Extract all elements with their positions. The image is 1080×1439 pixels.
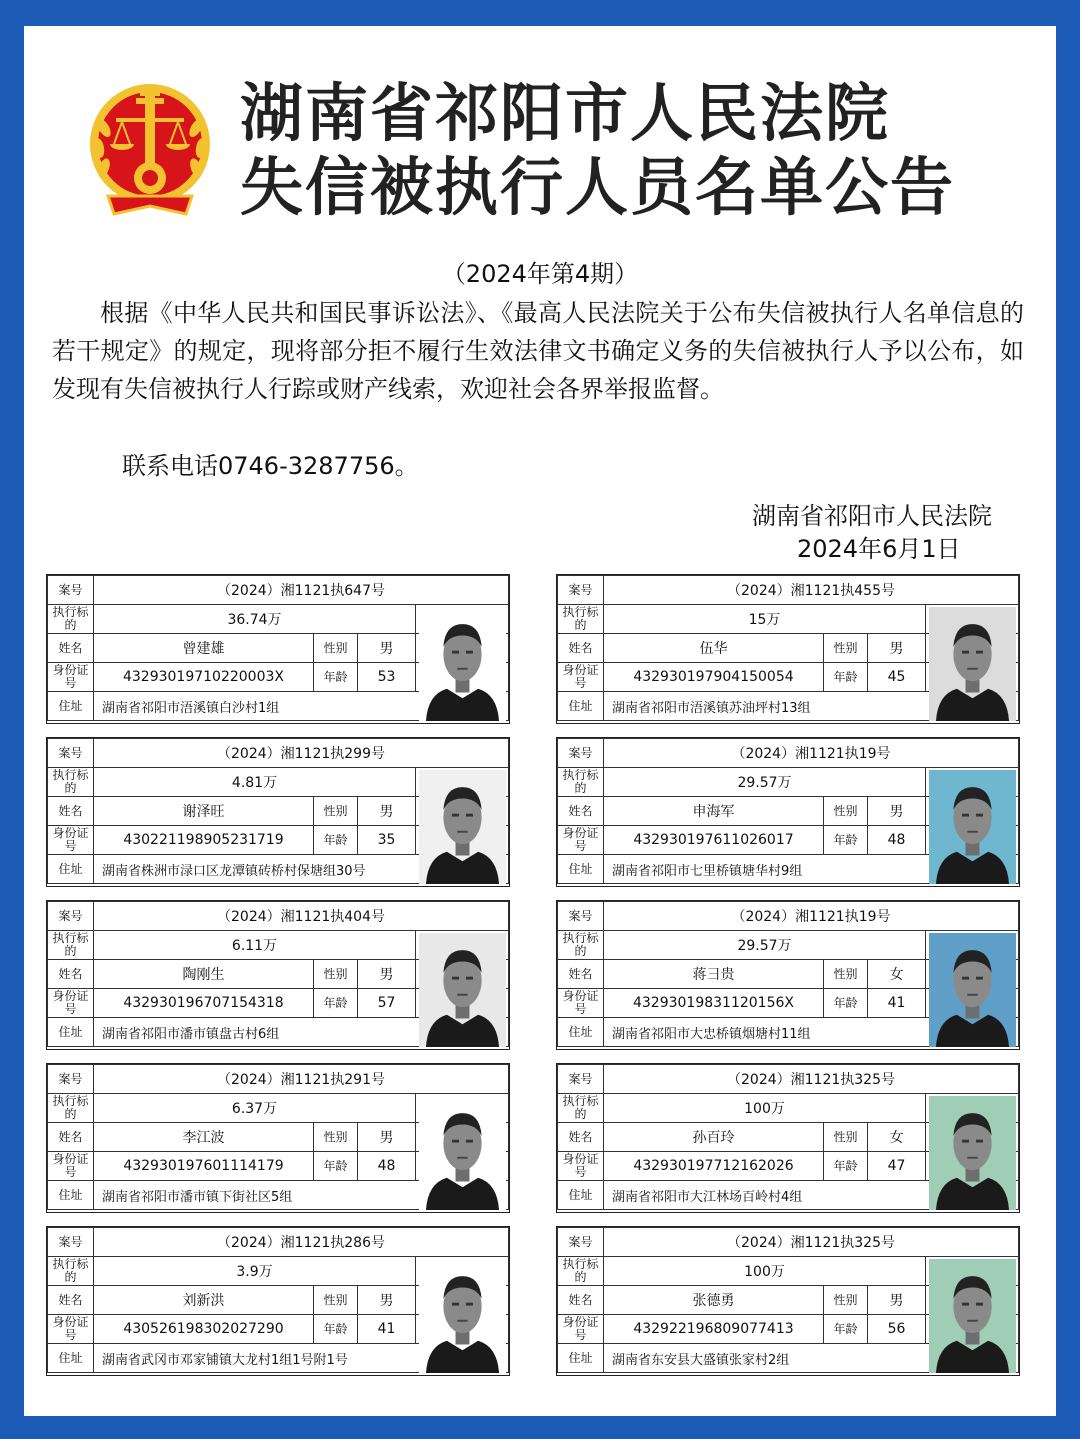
debtor-photo	[419, 770, 506, 884]
debtor-photo	[929, 933, 1016, 1047]
target-label: 执行标的	[48, 931, 94, 960]
target-label: 执行标的	[558, 768, 604, 797]
debtor-age: 56	[868, 1315, 926, 1344]
address-label: 住址	[48, 692, 94, 721]
debtor-name: 谢泽旺	[94, 797, 314, 826]
debtor-age: 57	[358, 989, 416, 1018]
address-label: 住址	[558, 1018, 604, 1047]
debtor-gender: 男	[868, 797, 926, 826]
id-label: 身份证号	[48, 1152, 94, 1181]
debtor-card	[556, 1226, 1020, 1376]
debtor-gender: 男	[358, 634, 416, 663]
debtor-gender: 男	[358, 1286, 416, 1315]
name-label: 姓名	[48, 1123, 94, 1152]
debtor-age: 35	[358, 826, 416, 855]
case-number: （2024）湘1121执455号	[604, 576, 1019, 605]
debtor-age: 48	[358, 1152, 416, 1181]
debtor-age: 53	[358, 663, 416, 692]
address-label: 住址	[558, 855, 604, 884]
address-label: 住址	[558, 692, 604, 721]
gender-label: 性别	[824, 797, 868, 826]
id-label: 身份证号	[48, 1315, 94, 1344]
debtor-id-number: 43293019710220003X	[94, 663, 314, 692]
case-label: 案号	[558, 1065, 604, 1094]
debtor-card	[556, 574, 1020, 724]
target-label: 执行标的	[558, 931, 604, 960]
debtor-address: 湖南省祁阳市七里桥镇塘华村9组	[604, 855, 1019, 884]
debtor-photo	[929, 770, 1016, 884]
age-label: 年龄	[824, 989, 868, 1018]
name-label: 姓名	[558, 1286, 604, 1315]
id-label: 身份证号	[48, 663, 94, 692]
notice-body	[52, 294, 1024, 408]
debtor-address: 湖南省株洲市渌口区龙潭镇砖桥村保塘组30号	[94, 855, 509, 884]
debtor-name: 李江波	[94, 1123, 314, 1152]
debtor-name: 伍华	[604, 634, 824, 663]
target-amount: 6.11万	[94, 931, 416, 960]
id-label: 身份证号	[48, 826, 94, 855]
debtor-card	[556, 900, 1020, 1050]
person-silhouette-icon	[929, 1259, 1016, 1373]
address-label: 住址	[48, 855, 94, 884]
person-silhouette-icon	[419, 607, 506, 721]
target-amount: 3.9万	[94, 1257, 416, 1286]
id-label: 身份证号	[48, 989, 94, 1018]
case-label: 案号	[48, 1065, 94, 1094]
debtor-name: 陶刚生	[94, 960, 314, 989]
case-number: （2024）湘1121执325号	[604, 1228, 1019, 1257]
target-label: 执行标的	[48, 768, 94, 797]
address-label: 住址	[558, 1344, 604, 1373]
id-label: 身份证号	[558, 1152, 604, 1181]
target-amount: 15万	[604, 605, 926, 634]
gender-label: 性别	[314, 960, 358, 989]
debtor-name: 蒋彐贵	[604, 960, 824, 989]
target-amount: 36.74万	[94, 605, 416, 634]
target-label: 执行标的	[48, 605, 94, 634]
debtor-name: 曾建雄	[94, 634, 314, 663]
age-label: 年龄	[824, 1315, 868, 1344]
debtor-photo	[419, 933, 506, 1047]
debtor-id-number: 432930197611026017	[604, 826, 824, 855]
case-label: 案号	[558, 576, 604, 605]
case-label: 案号	[558, 902, 604, 931]
name-label: 姓名	[558, 1123, 604, 1152]
case-number: （2024）湘1121执19号	[604, 902, 1019, 931]
contact-phone: 联系电话0746-3287756。	[122, 452, 419, 480]
page-title: 湖南省祁阳市人民法院	[240, 77, 890, 150]
debtor-name: 申海军	[604, 797, 824, 826]
age-label: 年龄	[824, 663, 868, 692]
person-silhouette-icon	[929, 933, 1016, 1047]
address-label: 住址	[48, 1018, 94, 1047]
case-number: （2024）湘1121执19号	[604, 739, 1019, 768]
debtor-name: 刘新洪	[94, 1286, 314, 1315]
court-emblem-icon	[82, 78, 218, 224]
gender-label: 性别	[314, 797, 358, 826]
case-number: （2024）湘1121执325号	[604, 1065, 1019, 1094]
debtor-card	[556, 1063, 1020, 1213]
gender-label: 性别	[824, 634, 868, 663]
issue-number: （2024年第4期）	[441, 260, 639, 288]
name-label: 姓名	[48, 797, 94, 826]
target-amount: 29.57万	[604, 768, 926, 797]
debtor-card	[46, 1226, 510, 1376]
address-label: 住址	[48, 1181, 94, 1210]
gender-label: 性别	[824, 1286, 868, 1315]
debtor-gender: 男	[868, 1286, 926, 1315]
debtor-card	[556, 737, 1020, 887]
target-amount: 6.37万	[94, 1094, 416, 1123]
gender-label: 性别	[314, 1286, 358, 1315]
target-label: 执行标的	[558, 1257, 604, 1286]
id-label: 身份证号	[558, 989, 604, 1018]
debtor-gender: 女	[868, 1123, 926, 1152]
debtor-age: 41	[358, 1315, 416, 1344]
gender-label: 性别	[314, 634, 358, 663]
debtor-address: 湖南省武冈市邓家铺镇大龙村1组1号附1号	[94, 1344, 509, 1373]
debtor-id-number: 430221198905231719	[94, 826, 314, 855]
target-label: 执行标的	[48, 1094, 94, 1123]
age-label: 年龄	[314, 826, 358, 855]
debtor-id-number: 43293019831120156X	[604, 989, 824, 1018]
debtor-id-number: 430526198302027290	[94, 1315, 314, 1344]
debtor-address: 湖南省祁阳市浯溪镇白沙村1组	[94, 692, 509, 721]
debtor-card	[46, 900, 510, 1050]
name-label: 姓名	[48, 960, 94, 989]
target-amount: 4.81万	[94, 768, 416, 797]
name-label: 姓名	[558, 960, 604, 989]
person-silhouette-icon	[929, 770, 1016, 884]
debtor-age: 48	[868, 826, 926, 855]
case-number: （2024）湘1121执286号	[94, 1228, 509, 1257]
person-silhouette-icon	[419, 933, 506, 1047]
debtor-card	[46, 737, 510, 887]
debtor-gender: 男	[358, 1123, 416, 1152]
person-silhouette-icon	[929, 607, 1016, 721]
address-label: 住址	[48, 1344, 94, 1373]
debtor-id-number: 432930197601114179	[94, 1152, 314, 1181]
debtor-id-number: 432930197904150054	[604, 663, 824, 692]
target-amount: 100万	[604, 1257, 926, 1286]
person-silhouette-icon	[419, 770, 506, 884]
case-number: （2024）湘1121执647号	[94, 576, 509, 605]
case-label: 案号	[48, 739, 94, 768]
target-label: 执行标的	[558, 605, 604, 634]
id-label: 身份证号	[558, 826, 604, 855]
debtor-gender: 男	[358, 960, 416, 989]
case-number: （2024）湘1121执404号	[94, 902, 509, 931]
debtor-age: 45	[868, 663, 926, 692]
target-amount: 100万	[604, 1094, 926, 1123]
debtor-photo	[419, 607, 506, 721]
debtor-age: 41	[868, 989, 926, 1018]
debtor-photo	[929, 607, 1016, 721]
gender-label: 性别	[314, 1123, 358, 1152]
case-label: 案号	[48, 902, 94, 931]
debtor-address: 湖南省祁阳市潘市镇下街社区5组	[94, 1181, 509, 1210]
id-label: 身份证号	[558, 1315, 604, 1344]
name-label: 姓名	[558, 797, 604, 826]
case-label: 案号	[48, 576, 94, 605]
debtor-photo	[929, 1096, 1016, 1210]
notice-page	[24, 26, 1056, 1416]
debtor-photo	[419, 1259, 506, 1373]
issue-date: 2024年6月1日	[797, 535, 961, 563]
notice-paragraph: 根据《中华人民共和国民事诉讼法》、《最高人民法院关于公布失信被执行人名单信息的若干规定》的规定，现将部分拒不履行生效法律文书确定义务的失信被执行人予以公布，如发现有失信被执行人行踪或财产线索，欢迎社会各界举报监督。	[52, 299, 1024, 403]
debtor-id-number: 432930196707154318	[94, 989, 314, 1018]
debtor-card	[46, 1063, 510, 1213]
debtor-photo	[929, 1259, 1016, 1373]
person-silhouette-icon	[419, 1096, 506, 1210]
debtor-address: 湖南省祁阳市大江林场百岭村4组	[604, 1181, 1019, 1210]
id-label: 身份证号	[558, 663, 604, 692]
person-silhouette-icon	[419, 1259, 506, 1373]
debtor-address: 湖南省祁阳市大忠桥镇烟塘村11组	[604, 1018, 1019, 1047]
debtor-name: 孙百玲	[604, 1123, 824, 1152]
name-label: 姓名	[558, 634, 604, 663]
debtor-address: 湖南省祁阳市潘市镇盘古村6组	[94, 1018, 509, 1047]
debtor-id-number: 432930197712162026	[604, 1152, 824, 1181]
gender-label: 性别	[824, 1123, 868, 1152]
debtor-gender: 女	[868, 960, 926, 989]
debtor-gender: 男	[868, 634, 926, 663]
debtor-photo	[419, 1096, 506, 1210]
name-label: 姓名	[48, 634, 94, 663]
age-label: 年龄	[314, 989, 358, 1018]
debtor-card	[46, 574, 510, 724]
age-label: 年龄	[824, 826, 868, 855]
debtor-name: 张德勇	[604, 1286, 824, 1315]
case-number: （2024）湘1121执291号	[94, 1065, 509, 1094]
target-label: 执行标的	[558, 1094, 604, 1123]
debtor-age: 47	[868, 1152, 926, 1181]
address-label: 住址	[558, 1181, 604, 1210]
case-number: （2024）湘1121执299号	[94, 739, 509, 768]
case-label: 案号	[558, 1228, 604, 1257]
age-label: 年龄	[314, 1315, 358, 1344]
target-amount: 29.57万	[604, 931, 926, 960]
debtor-address: 湖南省东安县大盛镇张家村2组	[604, 1344, 1019, 1373]
age-label: 年龄	[314, 1152, 358, 1181]
target-label: 执行标的	[48, 1257, 94, 1286]
debtor-address: 湖南省祁阳市浯溪镇苏油坪村13组	[604, 692, 1019, 721]
name-label: 姓名	[48, 1286, 94, 1315]
page-subtitle: 失信被执行人员名单公告	[240, 151, 955, 224]
issuer-name: 湖南省祁阳市人民法院	[752, 502, 992, 530]
case-label: 案号	[558, 739, 604, 768]
age-label: 年龄	[824, 1152, 868, 1181]
gender-label: 性别	[824, 960, 868, 989]
person-silhouette-icon	[929, 1096, 1016, 1210]
age-label: 年龄	[314, 663, 358, 692]
debtor-gender: 男	[358, 797, 416, 826]
debtor-id-number: 432922196809077413	[604, 1315, 824, 1344]
case-label: 案号	[48, 1228, 94, 1257]
